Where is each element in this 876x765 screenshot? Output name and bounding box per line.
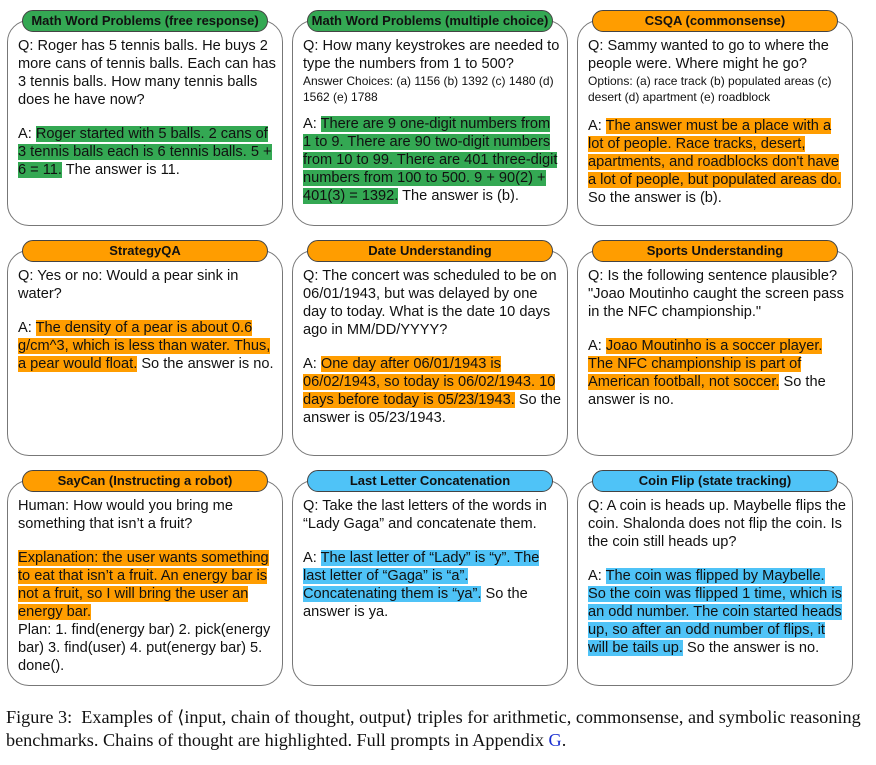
answer-suffix: So the answer is no. — [588, 374, 826, 408]
answer-prefix: A: — [18, 126, 36, 142]
card-coin-flip — [577, 473, 853, 686]
appendix-link[interactable]: G — [548, 730, 562, 750]
question-text: Q: A coin is heads up. Maybelle flips the coin. Shalonda does not flip the coin. Is the coin still heads up? — [588, 498, 846, 550]
card-date-understanding — [292, 243, 568, 456]
chain-of-thought-highlight: The density of a pear is about 0.6 g/cm^3, which is less than water. Thus, a pear would float. — [18, 320, 271, 372]
answer-prefix: A: — [303, 356, 321, 372]
chain-of-thought-highlight: The coin was flipped by Maybelle. So the coin was flipped 1 time, which is an odd number. The coin started heads up, so after an odd number of flips, it will be tails up. — [588, 568, 842, 656]
answer-suffix: The answer is 11. — [61, 162, 180, 178]
card-title: Last Letter Concatenation — [307, 470, 553, 492]
answer-suffix: So the answer is (b). — [588, 190, 722, 206]
card-title: StrategyQA — [22, 240, 268, 262]
question-text: Q: Take the last letters of the words in “Lady Gaga” and concatenate them. — [303, 498, 547, 532]
card-csqa — [577, 13, 853, 226]
answer-prefix: A: — [588, 338, 606, 354]
card-strategyqa — [7, 243, 283, 456]
card-title: Date Understanding — [307, 240, 553, 262]
options-text: Options: (a) race track (b) populated areas (c) desert (d) apartment (e) roadblock — [588, 74, 832, 104]
question-text: Q: Yes or no: Would a pear sink in water? — [18, 268, 239, 302]
chain-of-thought-highlight: The last letter of “Lady” is “y”. The last letter of “Gaga” is “a”. Concatenating them is “ya”. — [303, 550, 540, 602]
card-body — [588, 497, 846, 657]
chain-of-thought-highlight: There are 9 one-digit numbers from 1 to 9. There are 90 two-digit numbers from 10 to 99. There are 401 three-digit numbers from 100 to 500. 9 + 90(2) + 401(3) = 1392. — [303, 116, 558, 204]
card-body — [18, 267, 276, 373]
card-body — [303, 497, 561, 621]
answer-text — [18, 319, 276, 373]
card-math-free-response — [7, 13, 283, 226]
answer-prefix: A: — [588, 568, 606, 584]
question-text: Human: How would you bring me something that isn’t a fruit? — [18, 498, 233, 532]
question-text: Q: Is the following sentence plausible? "Joao Moutinho caught the screen pass in the NFC championship." — [588, 268, 844, 320]
card-body — [303, 37, 561, 205]
answer-suffix: So the answer is no. — [137, 356, 274, 372]
answer-suffix: So the answer is 05/23/1943. — [303, 392, 562, 426]
card-sports-understanding — [577, 243, 853, 456]
answer-text — [588, 567, 846, 657]
answer-text — [303, 115, 561, 205]
answer-suffix: So the answer is no. — [682, 640, 820, 656]
chain-of-thought-highlight: Joao Moutinho is a soccer player. The NFC championship is part of American football, not soccer. — [588, 338, 823, 390]
card-title: SayCan (Instructing a robot) — [22, 470, 268, 492]
answer-text — [303, 549, 561, 621]
question-text: Q: Roger has 5 tennis balls. He buys 2 more cans of tennis balls. Each can has 3 tennis balls. How many tennis balls does he have now? — [18, 38, 276, 108]
question-text: Q: How many keystrokes are needed to type the numbers from 1 to 500? — [303, 38, 560, 72]
card-title: Math Word Problems (multiple choice) — [307, 10, 553, 32]
caption-end: . — [561, 730, 567, 750]
chain-of-thought-highlight: Roger started with 5 balls. 2 cans of 3 tennis balls each is 6 tennis balls. 5 + 6 = 11. — [18, 126, 272, 178]
answer-choices-text: Answer Choices: (a) 1156 (b) 1392 (c) 1480 (d) 1562 (e) 1788 — [303, 74, 554, 104]
card-title: Sports Understanding — [592, 240, 838, 262]
answer-prefix: A: — [303, 116, 321, 132]
caption-text: Examples of ⟨input, chain of thought, output⟩ triples for arithmetic, commonsense, and symbolic reasoning benchmarks. Chains of thought are highlighted. Full prompts in Appendix — [6, 707, 866, 750]
answer-text — [18, 125, 276, 179]
card-title: Coin Flip (state tracking) — [592, 470, 838, 492]
answer-suffix: So the answer is ya. — [303, 586, 528, 620]
card-body — [303, 267, 561, 427]
question-text: Q: The concert was scheduled to be on 06/01/1943, but was delayed by one day to today. What is the date 10 days ago in MM/DD/YYYY? — [303, 268, 557, 338]
question-text: Q: Sammy wanted to go to where the people were. Where might he go? — [588, 38, 829, 72]
answer-suffix: The answer is (b). — [398, 188, 519, 204]
card-body — [18, 497, 276, 675]
answer-prefix: A: — [303, 550, 321, 566]
answer-text — [588, 117, 846, 207]
answer-text — [588, 337, 846, 409]
card-body — [588, 267, 846, 409]
chain-of-thought-highlight: One day after 06/01/1943 is 06/02/1943, so today is 06/02/1943. 10 days before today is 05/23/1943. — [303, 356, 556, 408]
card-body — [588, 37, 846, 207]
answer-prefix: A: — [588, 118, 606, 134]
plan-text: Plan: 1. find(energy bar) 2. pick(energy bar) 3. find(user) 4. put(energy bar) 5. done(). — [18, 622, 271, 674]
card-math-multiple-choice — [292, 13, 568, 226]
card-last-letter-concatenation — [292, 473, 568, 686]
card-title: Math Word Problems (free response) — [22, 10, 268, 32]
answer-prefix: A: — [18, 320, 36, 336]
card-title: CSQA (commonsense) — [592, 10, 838, 32]
answer-text — [18, 549, 276, 621]
card-saycan — [7, 473, 283, 686]
figure-caption — [6, 706, 874, 752]
chain-of-thought-highlight: The answer must be a place with a lot of people. Race tracks, desert, apartments, and roadblocks don't have a lot of people, but populated areas do. — [588, 118, 842, 188]
answer-text — [303, 355, 561, 427]
card-body — [18, 37, 276, 179]
figure-label: Figure 3: — [6, 707, 73, 727]
chain-of-thought-highlight: Explanation: the user wants something to eat that isn’t a fruit. An energy bar is not a fruit, so I will bring the user an energy bar. — [18, 550, 269, 620]
